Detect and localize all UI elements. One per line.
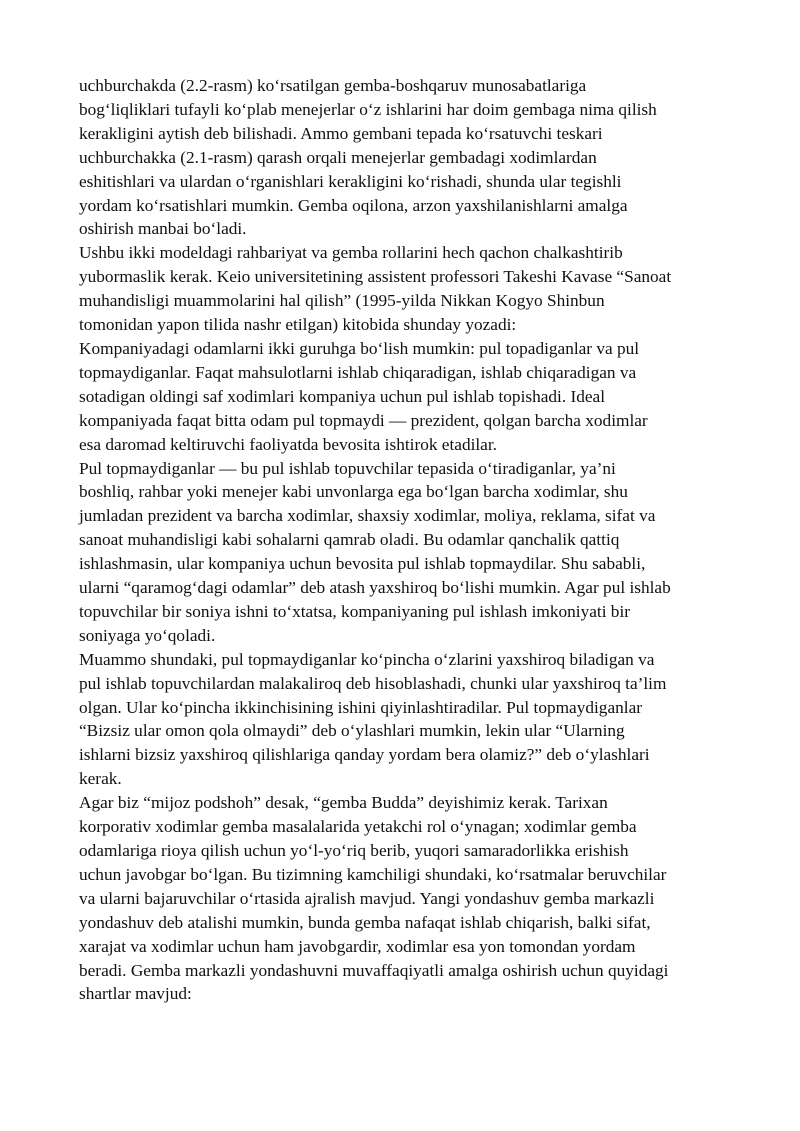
paragraph-4 bbox=[79, 457, 739, 648]
text-line: olgan. Ular ko‘pincha ikkinchisining ishini qiyinlashtiradilar. Pul topmaydiganlar bbox=[79, 697, 642, 717]
paragraph-1 bbox=[79, 74, 739, 241]
text-line: odamlariga rioya qilish uchun yo‘l-yo‘riq berib, yuqori samaradorlikka erishish bbox=[79, 841, 629, 860]
text-line: yordam ko‘rsatishlari mumkin. Gemba oqilona, arzon yaxshilanishlarni amalga bbox=[79, 195, 628, 215]
text-line: Ushbu ikki modeldagi rahbariyat va gemba rollarini hech qachon chalkashtirib bbox=[79, 243, 623, 263]
text-line: sotadigan oldingi saf xodimlari kompaniya uchun pul ishlab topishadi. Ideal bbox=[79, 386, 606, 406]
text-line: eshitishlari va ulardan o‘rganishlari kerakligini ko‘rishadi, shunda ular tegishli bbox=[79, 171, 622, 191]
paragraph-3 bbox=[79, 337, 739, 457]
document-page bbox=[79, 74, 739, 1006]
text-line: boshliq, rahbar yoki menejer kabi unvonlarga ega bo‘lgan barcha xodimlar, shu bbox=[79, 482, 628, 502]
text-line: Agar biz “mijoz podshoh” desak, “gemba Budda” deyishimiz kerak. Tarixan bbox=[79, 793, 608, 813]
paragraph-2 bbox=[79, 241, 739, 337]
text-line: bog‘liqliklari tufayli ko‘plab menejerlar o‘z ishlarini har doim gembaga nima qilish bbox=[79, 99, 657, 119]
text-line: Kompaniyadagi odamlarni ikki guruhga bo‘lish mumkin: pul topadiganlar va pul bbox=[79, 338, 640, 358]
text-line: uchun javobgar bo‘lgan. Bu tizimning kamchiligi shundaki, ko‘rsatmalar beruvchilar bbox=[79, 864, 667, 884]
text-line: kompaniyada faqat bitta odam pul topmaydi — prezident, qolgan barcha xodimlar bbox=[79, 410, 648, 430]
text-line: “Bizsiz ular omon qola olmaydi” deb o‘ylashlari mumkin, lekin ular “Ularning bbox=[79, 721, 625, 741]
text-line: yondashuv deb atalishi mumkin, bunda gemba nafaqat ishlab chiqarish, balki sifat, bbox=[79, 912, 651, 932]
text-line: sanoat muhandisligi kabi sohalarni qamrab oladi. Bu odamlar qanchalik qattiq bbox=[79, 530, 620, 550]
paragraph-5 bbox=[79, 648, 739, 791]
text-line: topmaydiganlar. Faqat mahsulotlarni ishlab chiqaradigan, ishlab chiqaradigan va bbox=[79, 362, 637, 382]
text-line: tomonidan yapon tilida nashr etilgan) kitobida shunday yozadi: bbox=[79, 315, 517, 335]
text-line: Pul topmaydiganlar — bu pul ishlab topuvchilar tepasida o‘tiradiganlar, ya’ni bbox=[79, 458, 616, 478]
text-line: jumladan prezident va barcha xodimlar, shaxsiy xodimlar, moliya, reklama, sifat va bbox=[79, 506, 656, 526]
text-line: shartlar mavjud: bbox=[79, 984, 192, 1004]
text-line: xarajat va xodimlar uchun ham javobgardir, xodimlar esa yon tomondan yordam bbox=[79, 936, 636, 956]
text-line: kerak. bbox=[79, 769, 122, 789]
text-line: ishlashmasin, ular kompaniya uchun bevosita pul ishlab topmaydilar. Shu sababli, bbox=[79, 554, 646, 574]
text-line: oshirish manbai bo‘ladi. bbox=[79, 219, 247, 239]
text-line: pul ishlab topuvchilardan malakaliroq deb hisoblashadi, chunki ular yaxshiroq ta’lim bbox=[79, 673, 667, 693]
text-line: muhandisligi muammolarini hal qilish” (1995-yilda Nikkan Kogyo Shinbun bbox=[79, 291, 605, 311]
text-line: yubormaslik kerak. Keio universitetining assistent professori Takeshi Kavase “Sanoat bbox=[79, 267, 672, 287]
text-line: esa daromad keltiruvchi faoliyatda bevosita ishtirok etadilar. bbox=[79, 434, 497, 454]
text-line: beradi. Gemba markazli yondashuvni muvaffaqiyatli amalga oshirish uchun quyidagi bbox=[79, 960, 669, 980]
text-line: korporativ xodimlar gemba masalalarida yetakchi rol o‘ynagan; xodimlar gemba bbox=[79, 817, 637, 837]
text-line: ishlarni bizsiz yaxshiroq qilishlariga qanday yordam bera olamiz?” deb o‘ylashlari bbox=[79, 745, 650, 765]
paragraph-6 bbox=[79, 791, 739, 1006]
text-line: ularni “qaramog‘dagi odamlar” deb atash yaxshiroq bo‘lishi mumkin. Agar pul ishlab bbox=[79, 578, 671, 598]
text-line: soniyaga yo‘qoladi. bbox=[79, 625, 216, 645]
text-line: topuvchilar bir soniya ishni to‘xtatsa, kompaniyaning pul ishlash imkoniyati bir bbox=[79, 601, 631, 621]
text-line: kerakligini aytish deb bilishadi. Ammo gembani tepada ko‘rsatuvchi teskari bbox=[79, 123, 603, 143]
text-line: uchburchakka (2.1-rasm) qarash orqali menejerlar gembadagi xodimlardan bbox=[79, 147, 597, 167]
text-line: va ularni bajaruvchilar o‘rtasida ajralish mavjud. Yangi yondashuv gemba markazli bbox=[79, 888, 655, 908]
text-line: Muammo shundaki, pul topmaydiganlar ko‘pincha o‘zlarini yaxshiroq biladigan va bbox=[79, 649, 655, 669]
text-line: uchburchakda (2.2-rasm) ko‘rsatilgan gemba-boshqaruv munosabatlariga bbox=[79, 76, 587, 95]
